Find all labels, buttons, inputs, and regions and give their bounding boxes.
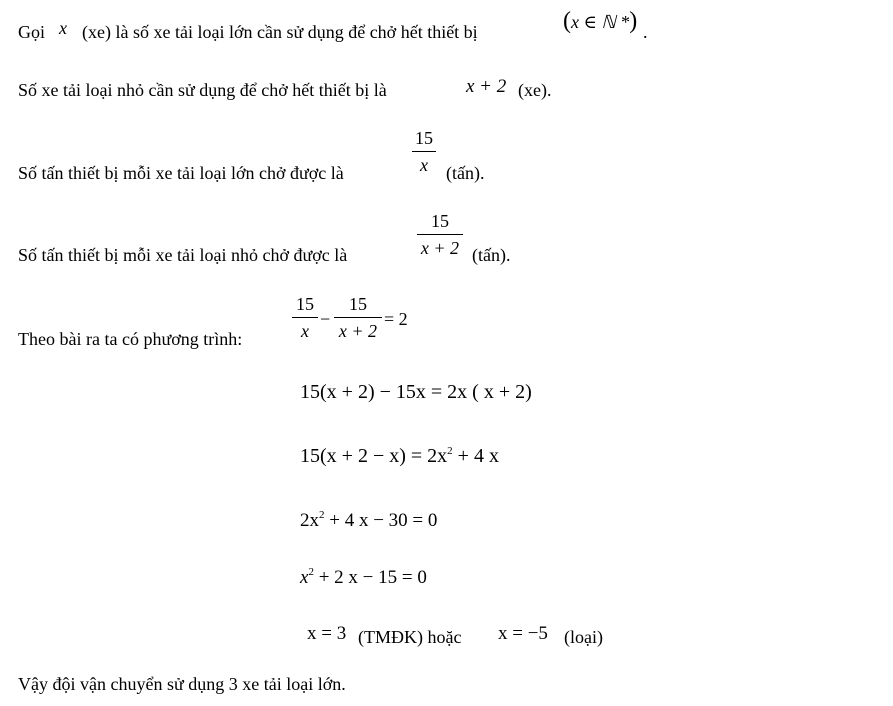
line-3-denominator: x	[420, 155, 428, 175]
solution-tmdk: (TMĐK) hoặc	[358, 627, 462, 647]
equation-step-2-b: + 4 x	[457, 445, 499, 467]
equation-step-4-a: x	[300, 567, 309, 588]
line-4-numerator: 15	[431, 211, 449, 231]
equation-step-3-b: + 4 x − 30 = 0	[329, 510, 438, 531]
solution-x-neg5: x = −5	[498, 623, 548, 644]
eq-fraction-1	[292, 293, 318, 342]
square-exponent: 2	[308, 566, 314, 578]
line-3-text-a: Số tấn thiết bị mỗi xe tải loại lớn chở được là	[18, 163, 344, 183]
fraction-bar	[334, 317, 382, 318]
conclusion: Vậy đội vận chuyển sử dụng 3 xe tải loại lớn.	[18, 674, 346, 694]
fraction-bar	[417, 234, 463, 235]
eq-rhs: = 2	[384, 309, 408, 329]
solution-x-3: x = 3	[307, 623, 347, 644]
line-3-fraction	[412, 127, 436, 176]
line-3-numerator: 15	[415, 128, 433, 148]
line-2-expr: x + 2	[466, 76, 507, 97]
equation-step-3	[300, 509, 437, 532]
square-exponent: 2	[447, 445, 453, 457]
solution-loai: (loại)	[564, 627, 603, 647]
line-4-text-a: Số tấn thiết bị mỗi xe tải loại nhỏ chở được là	[18, 245, 348, 265]
eq-denominator-2: x + 2	[338, 321, 378, 341]
eq-fraction-2	[334, 293, 382, 342]
line-4-fraction	[417, 210, 463, 259]
line-1	[18, 22, 45, 43]
equation-step-4	[300, 566, 427, 589]
eq-minus: −	[320, 309, 331, 329]
line-1-cond-text: x ∈ ℕ *	[571, 12, 630, 32]
line-1-text-b: (xe) là số xe tải loại lớn cần sử dụng để chở hết thiết bị	[82, 22, 478, 42]
square-exponent: 2	[319, 509, 325, 521]
line-3-text-b: (tấn).	[446, 163, 485, 183]
line-4-text-b: (tấn).	[472, 245, 511, 265]
line-1-text-a: Gọi	[18, 22, 45, 42]
line-4-denominator: x + 2	[420, 238, 460, 258]
line-1-end: .	[643, 22, 648, 42]
equation-step-3-a: 2x	[300, 510, 319, 531]
equation-step-2	[300, 445, 499, 468]
eq-denominator-1: x	[301, 321, 309, 341]
line-1-var: x	[59, 18, 67, 38]
fraction-bar	[412, 151, 436, 152]
equation-step-4-b: + 2 x − 15 = 0	[318, 567, 427, 588]
line-1-cond: (x ∈ ℕ *)	[563, 8, 638, 34]
equation-step-1: 15(x + 2) − 15x = 2x ( x + 2)	[300, 381, 532, 403]
equation-step-2-a: 15(x + 2 − x) = 2x	[300, 445, 448, 467]
fraction-bar	[292, 317, 318, 318]
line-5-text-a: Theo bài ra ta có phương trình:	[18, 329, 243, 349]
eq-numerator-1: 15	[296, 294, 314, 314]
line-2-text-b: (xe).	[518, 80, 552, 100]
eq-numerator-2: 15	[349, 294, 367, 314]
line-2-text-a: Số xe tải loại nhỏ cần sử dụng để chở hết thiết bị là	[18, 80, 387, 100]
